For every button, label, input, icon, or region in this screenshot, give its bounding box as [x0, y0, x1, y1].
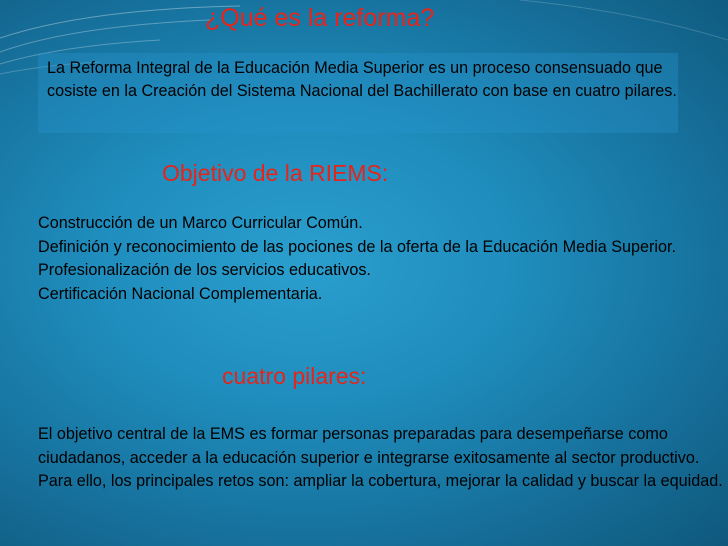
slide-title: ¿Qué es la reforma?: [205, 4, 435, 32]
pilares-text: El objetivo central de la EMS es formar personas preparadas para desempeñarse como ciudadanos, acceder a la educación superior e integrarse exitosamente al sector productivo. Para ello, los principales retos son: ampliar la cobertura, mejorar la calidad y buscar la equidad.: [38, 425, 723, 490]
list-item: Certificación Nacional Complementaria.: [38, 284, 323, 303]
objetivo-list: [38, 212, 723, 306]
intro-text: La Reforma Integral de la Educación Media Superior es un proceso consensuado que cosiste en la Creación del Sistema Nacional del Bachillerato con base en cuatro pilares.: [47, 59, 677, 100]
objetivo-heading: Objetivo de la RIEMS:: [162, 160, 389, 186]
pilares-heading: cuatro pilares:: [222, 363, 367, 389]
list-item: Profesionalización de los servicios educativos.: [38, 261, 371, 279]
list-item: Construcción de un Marco Curricular Común.: [38, 214, 363, 232]
list-item: Definición y reconocimiento de las pociones de la oferta de la Educación Media Superior.: [38, 237, 676, 256]
